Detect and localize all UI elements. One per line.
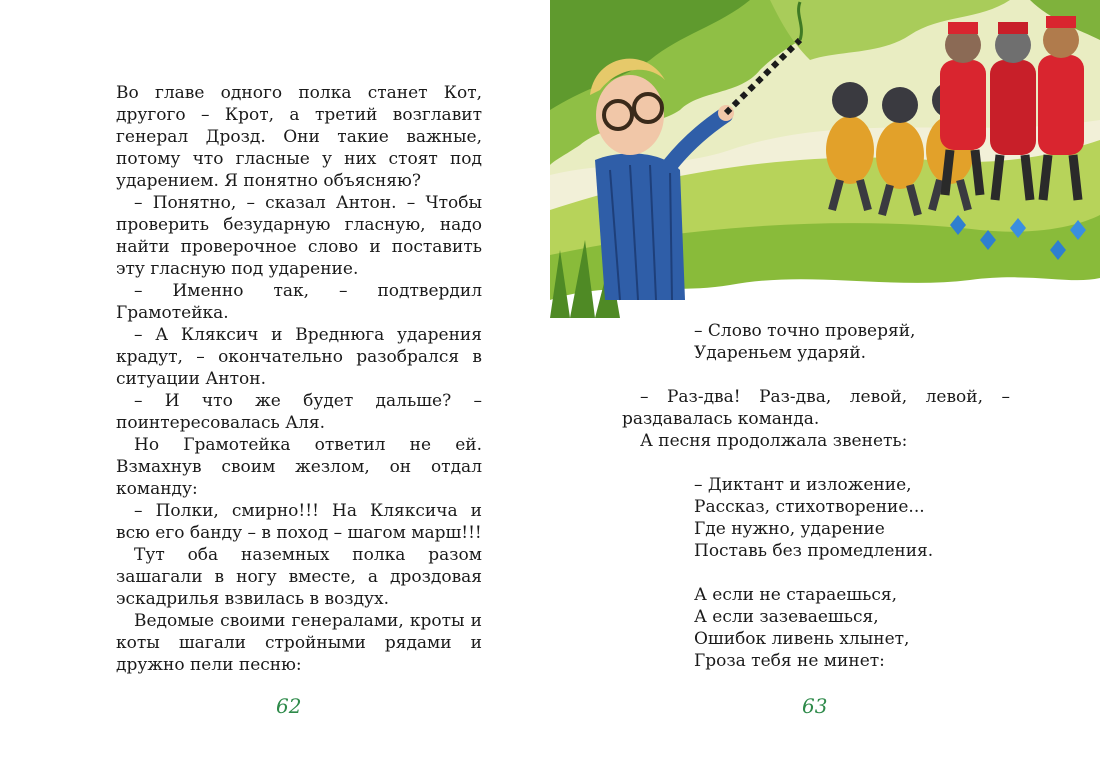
verse-line: – Слово точно проверяй,: [694, 321, 916, 341]
verse-line: Гроза тебя не минет:: [694, 651, 885, 671]
cat-coat: [1038, 55, 1084, 155]
cat-hat: [948, 22, 978, 34]
right-page: [550, 0, 1100, 783]
left-page-text: [116, 82, 482, 676]
paragraph: Ведомые своими генералами, кроты и коты шагали стройными рядами и дружно пели песню:: [116, 611, 482, 675]
mole-head: [832, 82, 868, 118]
song-stanza: [694, 584, 1010, 672]
mole-body: [826, 116, 874, 184]
song-stanza: [694, 320, 1010, 364]
song-stanza: [694, 474, 1010, 562]
verse-line: Удареньем ударяй.: [694, 343, 867, 363]
verse-line: Поставь без промедления.: [694, 541, 934, 561]
cat-coat: [990, 60, 1036, 155]
page-number: 63: [802, 694, 828, 718]
paragraph: – Раз-два! Раз-два, левой, левой, – раздавалась команда.: [622, 387, 1010, 429]
verse-line: А если не стараешься,: [694, 585, 898, 605]
prose-block: [622, 386, 1010, 452]
paragraph: Тут оба наземных полка разом зашагали в ногу вместе, а дроздовая эскадрилья взвилась в воздух.: [116, 545, 482, 609]
paragraph: – А Кляксич и Вреднюга ударения крадут, – окончательно разобрался в ситуации Антон.: [116, 325, 482, 389]
right-page-text: [622, 320, 1010, 672]
verse-line: А если зазеваешься,: [694, 607, 879, 627]
paragraph: – Полки, смирно!!! На Кляксича и всю его банду – в поход – шагом марш!!!: [116, 501, 482, 543]
cat-coat: [940, 60, 986, 150]
paragraph: Во главе одного полка станет Кот, другого – Крот, а третий возглавит генерал Дрозд. Они такие важные, потому что гласные у них стоят под ударением. Я понятно объясняю?: [116, 83, 482, 191]
mole-body: [876, 121, 924, 189]
verse-line: Где нужно, ударение: [694, 519, 885, 539]
illustration: [550, 0, 1100, 318]
cat-hat: [1046, 16, 1076, 28]
paragraph: – Именно так, – подтвердил Грамотейка.: [116, 281, 482, 323]
verse-line: Ошибок ливень хлынет,: [694, 629, 910, 649]
cat-hat: [998, 22, 1028, 34]
verse-line: – Диктант и изложение,: [694, 475, 912, 495]
paragraph: Но Грамотейка ответил не ей. Взмахнув своим жезлом, он отдал команду:: [116, 435, 482, 499]
verse-line: Рассказ, стихотворение...: [694, 497, 925, 517]
paragraph: – Понятно, – сказал Антон. – Чтобы проверить безударную гласную, надо найти проверочное слово и поставить эту гласную под ударение.: [116, 193, 482, 279]
paragraph: – И что же будет дальше? – поинтересовалась Аля.: [116, 391, 482, 433]
mole-head: [882, 87, 918, 123]
page-number: 62: [276, 694, 302, 718]
paragraph: А песня продолжала звенеть:: [640, 431, 908, 451]
